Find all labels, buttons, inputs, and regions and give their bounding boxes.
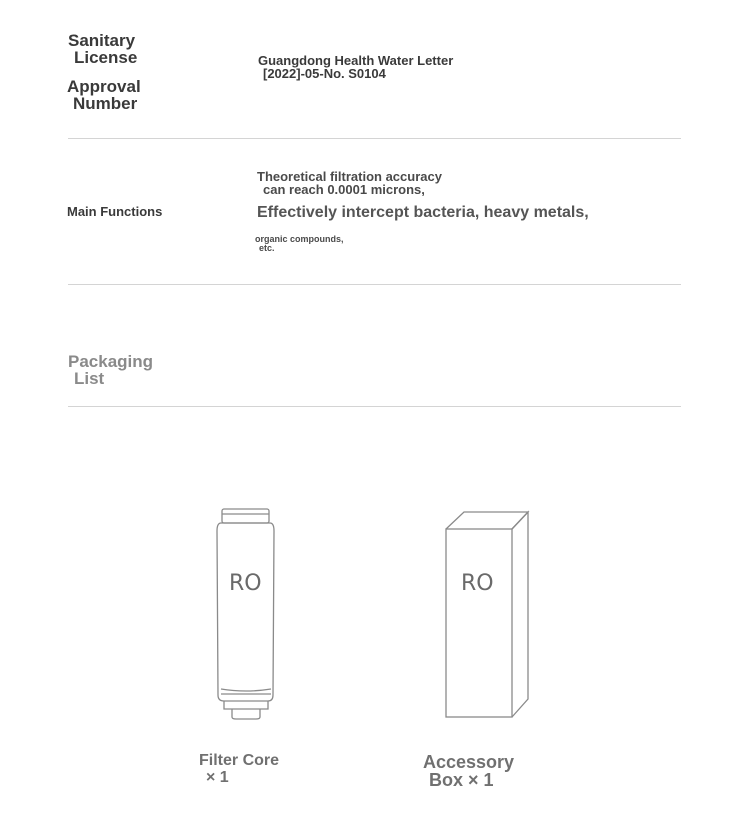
packaging-list-label	[68, 353, 153, 387]
accessory-box-caption	[423, 753, 514, 789]
section-divider	[68, 284, 681, 285]
sanitary-license-value	[258, 54, 453, 80]
box-caption-line1: Accessory	[423, 752, 515, 772]
functions-line2: can reach 0.0001 microns,	[263, 182, 425, 197]
filter-cartridge-icon	[210, 505, 282, 725]
section-divider	[68, 406, 681, 407]
filter-caption-line1: Filter Core	[199, 752, 280, 769]
license-value-line1: Guangdong Health Water Letter	[258, 53, 454, 68]
license-value-line2: [2022]-05-No. S0104	[263, 66, 386, 81]
functions-line1: Theoretical filtration accuracy	[257, 169, 442, 184]
box-icon	[442, 508, 534, 722]
filter-icon-text: RO	[229, 571, 262, 596]
main-functions-label: Main Functions	[67, 204, 163, 219]
sanitary-label-line1: Sanitary	[68, 31, 136, 50]
functions-line5: etc.	[259, 243, 275, 253]
filter-core-caption	[199, 752, 279, 786]
functions-line4: organic compounds,	[255, 234, 344, 244]
functions-line3: Effectively intercept bacteria, heavy metals,	[257, 204, 589, 221]
approval-label-line1: Approval	[67, 77, 141, 96]
packaging-label-line1: Packaging	[68, 352, 154, 371]
approval-label-line2: Number	[73, 94, 138, 113]
packaging-label-line2: List	[74, 369, 105, 388]
sanitary-label-line2: License	[74, 48, 138, 67]
box-caption-line2: Box × 1	[429, 770, 494, 790]
approval-number-label	[67, 78, 141, 112]
sanitary-license-label	[68, 32, 137, 66]
filter-caption-line2: × 1	[206, 769, 229, 786]
section-divider	[68, 138, 681, 139]
box-icon-text: RO	[461, 571, 494, 596]
